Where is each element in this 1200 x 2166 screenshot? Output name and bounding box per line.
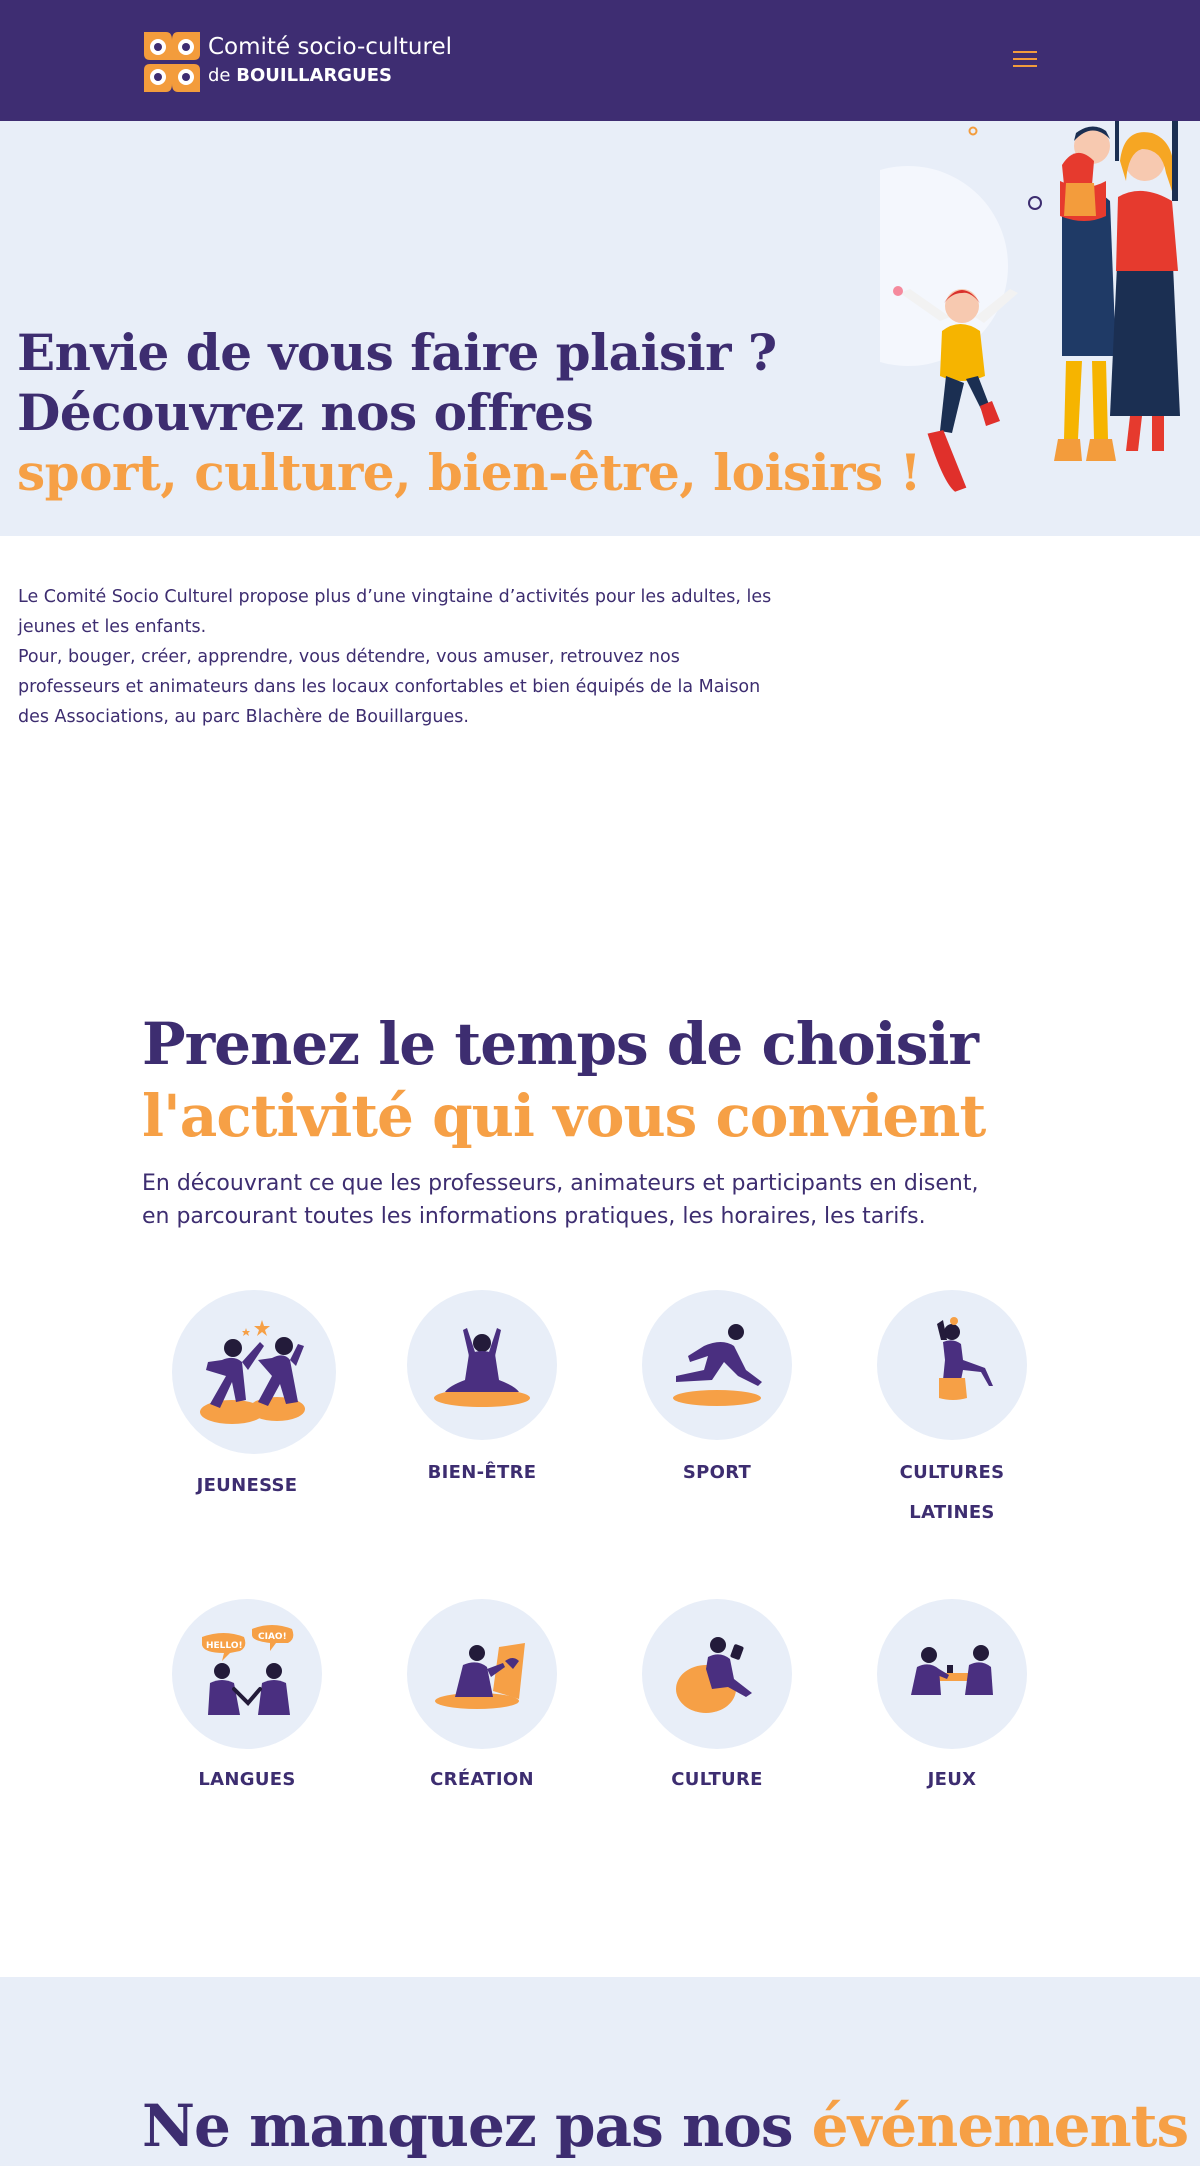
meditation-icon [407, 1290, 557, 1440]
category-icon-circle [642, 1599, 792, 1749]
category-sport[interactable] [607, 1290, 827, 1500]
hero-title: Envie de vous faire plaisir ? Découvrez nos offres sport, culture, bien-être, loisirs ! [17, 323, 921, 502]
category-icon-circle [642, 1290, 792, 1440]
logo-flower-icon [142, 30, 202, 94]
language-speech-icon [172, 1599, 322, 1749]
category-icon-circle [877, 1290, 1027, 1440]
category-label: JEUNESSE [196, 1475, 298, 1496]
running-icon [642, 1290, 792, 1440]
category-bien-etre[interactable] [372, 1290, 592, 1500]
category-label: CULTURES LATINES [899, 1462, 1005, 1523]
category-label: JEUX [927, 1769, 977, 1790]
intro-paragraph: Pour, bouger, créer, apprendre, vous détendre, vous amuser, retrouvez nos professeurs et animateurs dans les locaux confortables et bien équipés de la Maison des Associations, au parc Blachère de Bouillargues. [18, 647, 761, 727]
hamburger-icon[interactable] [1013, 49, 1037, 69]
category-icon-circle [407, 1290, 557, 1440]
category-label: SPORT [682, 1462, 752, 1483]
category-jeunesse[interactable] [137, 1290, 357, 1520]
youth-dancers-icon [172, 1290, 336, 1454]
hero-section [0, 121, 1200, 536]
category-label: LANGUES [198, 1769, 296, 1790]
board-game-icon [877, 1599, 1027, 1749]
site-logo[interactable] [142, 30, 452, 94]
category-label: CRÉATION [430, 1769, 534, 1790]
intro-text [18, 582, 778, 732]
svg-text:CIAO!: CIAO! [258, 1632, 287, 1642]
category-label: CULTURE [671, 1769, 763, 1790]
category-icon-circle [407, 1599, 557, 1749]
reader-icon [642, 1599, 792, 1749]
svg-text:HELLO!: HELLO! [206, 1641, 243, 1651]
category-label: BIEN-ÊTRE [427, 1462, 537, 1483]
category-cultures-latines[interactable] [842, 1290, 1062, 1540]
category-icon-circle [172, 1599, 322, 1749]
category-culture[interactable] [607, 1599, 827, 1809]
logo-title: Comité socio-culturel [208, 34, 452, 60]
painter-easel-icon [407, 1599, 557, 1749]
category-icon-circle [172, 1290, 336, 1454]
category-icon-circle [877, 1599, 1027, 1749]
family-illustration [880, 121, 1200, 536]
category-jeux[interactable] [842, 1599, 1062, 1809]
category-creation[interactable] [372, 1599, 592, 1809]
events-section [0, 1977, 1200, 2166]
latin-dancer-icon [877, 1290, 1027, 1440]
choose-section-subtitle: En découvrant ce que les professeurs, animateurs et participants en disent, en parcourant toutes les informations pratiques, les horaires, les tarifs. [142, 1171, 979, 1229]
events-section-title: Ne manquez pas nos événements [142, 2092, 1189, 2160]
site-header [0, 0, 1200, 121]
intro-paragraph: Le Comité Socio Culturel propose plus d’une vingtaine d’activités pour les adultes, les jeunes et les enfants. [18, 587, 772, 637]
logo-subtitle: de BOUILLARGUES [208, 65, 392, 86]
choose-section-title: Prenez le temps de choisir l'activité qui vous convient [142, 1010, 986, 1150]
category-langues[interactable] [137, 1599, 357, 1809]
